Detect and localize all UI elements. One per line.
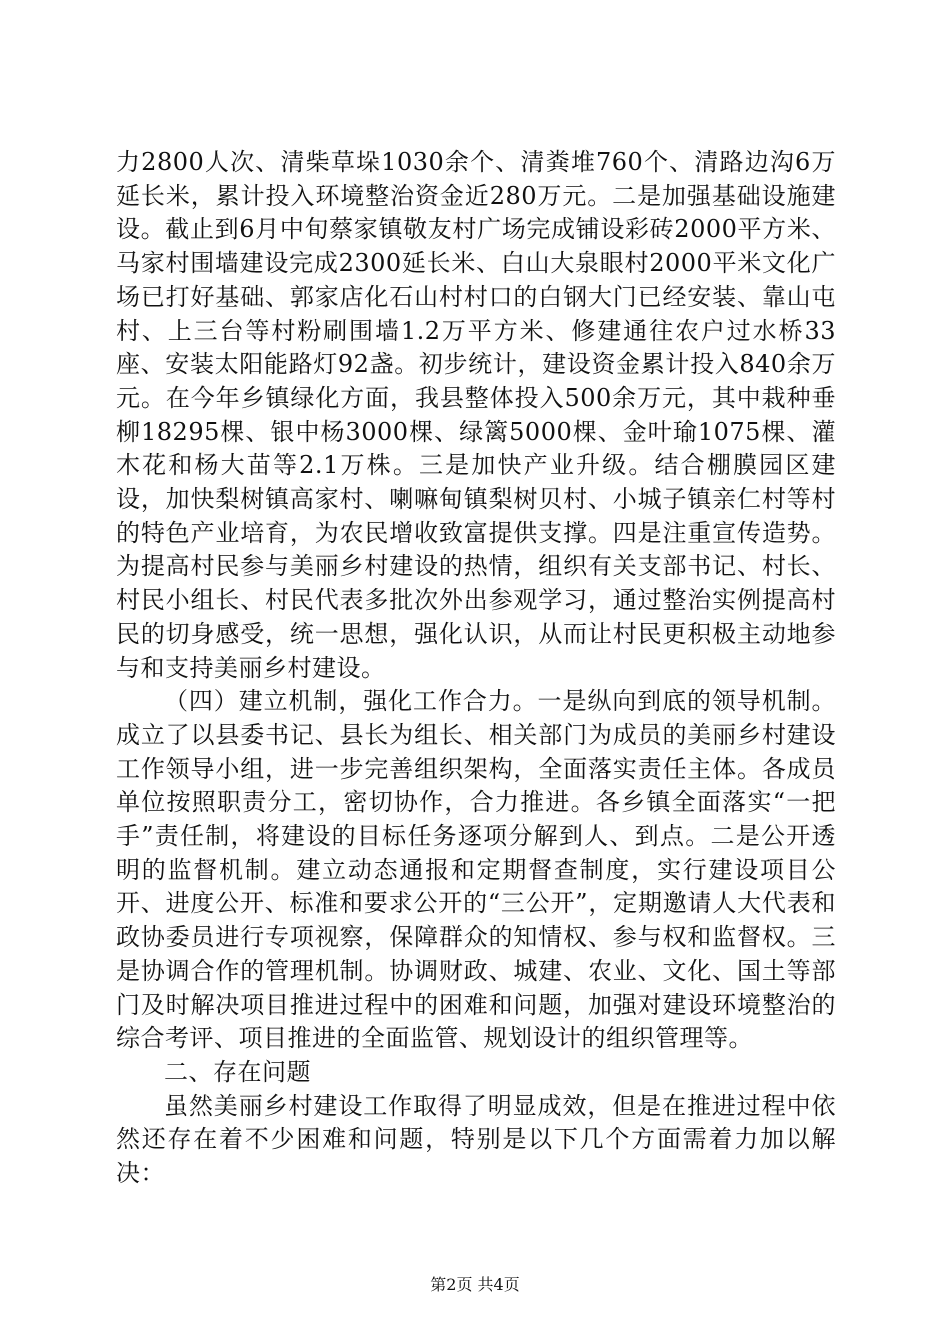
section-heading-problems: 二、存在问题	[164, 1057, 311, 1086]
paragraph-infrastructure: 力2800人次、清柴草垛1030余个、清粪堆760个、清路边沟6万延长米，累计投入环境整治资金近280万元。二是加强基础设施建设。截止到6月中旬蔡家镇敬友村广场完成铺设彩砖2000平方米、马家村围墙建设完成2300延长米、白山大泉眼村2000平米文化广场已打好基础、郭家店化石山村村口的白钢大门已经安装、靠山屯村、上三台等村粉刷围墙1.2万平方米、修建通往农户过水桥33座、安装太阳能路灯92盏。初步统计，建设资金累计投入840余万元。在今年乡镇绿化方面，我县整体投入500余万元，其中栽种垂柳18295棵、银中杨3000棵、绿篱5000棵、金叶瑜1075棵、灌木花和杨大苗等2.1万株。三是加快产业升级。结合棚膜园区建设，加快梨树镇高家村、喇嘛甸镇梨树贝村、小城子镇亲仁村等村的特色产业培育，为农民增收致富提供支撑。四是注重宣传造势。为提高村民参与美丽乡村建设的热情，组织有关支部书记、村长、村民小组长、村民代表多批次外出参观学习，通过整治实例提高村民的切身感受，统一思想，强化认识，从而让村民更积极主动地参与和支持美丽乡村建设。	[116, 148, 836, 682]
document-body	[116, 146, 836, 1191]
page-footer: 第2页 共4页	[430, 1275, 520, 1294]
paragraph-problems-intro: 虽然美丽乡村建设工作取得了明显成效，但是在推进过程中依然还存在着不少困难和问题，特别是以下几个方面需着力加以解决：	[116, 1091, 836, 1188]
paragraph-mechanism: （四）建立机制，强化工作合力。一是纵向到底的领导机制。成立了以县委书记、县长为组长、相关部门为成员的美丽乡村建设工作领导小组，进一步完善组织架构，全面落实责任主体。各成员单位按照职责分工，密切协作，合力推进。各乡镇全面落实“一把手”责任制，将建设的目标任务逐项分解到人、到点。二是公开透明的监督机制。建立动态通报和定期督查制度，实行建设项目公开、进度公开、标准和要求公开的“三公开”，定期邀请人大代表和政协委员进行专项视察，保障群众的知情权、参与权和监督权。三是协调合作的管理机制。协调财政、城建、农业、文化、国土等部门及时解决项目推进过程中的困难和问题，加强对建设环境整治的综合考评、项目推进的全面监管、规划设计的组织管理等。	[116, 687, 836, 1053]
